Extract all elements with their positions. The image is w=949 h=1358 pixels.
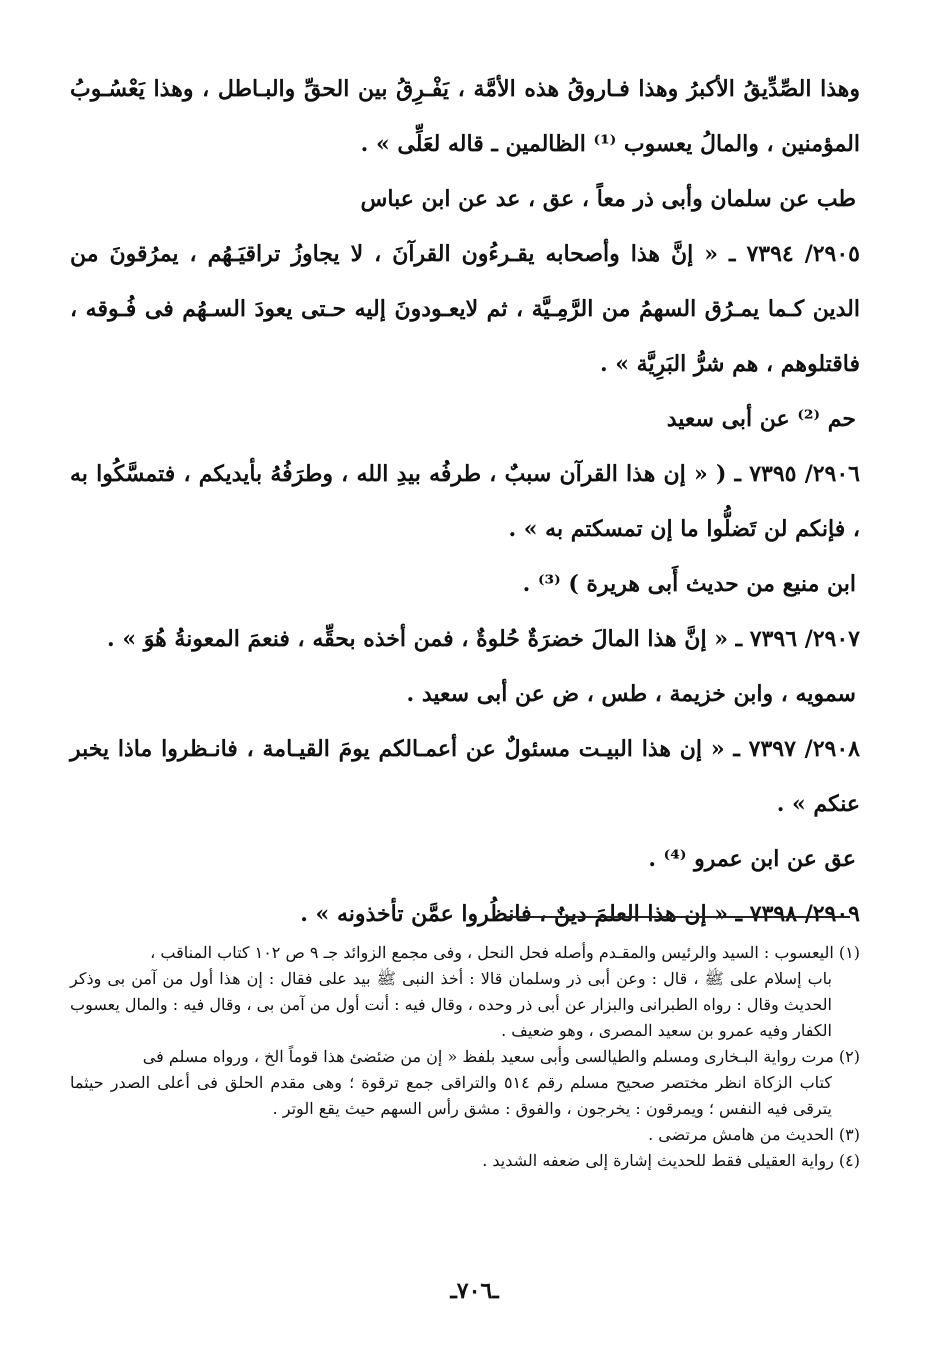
hadith-continuation: وهذا الصِّدِّيقُ الأكبرُ وهذا فـاروقُ هذه الأمَّة ، يَفْـرِقُ بين الحقِّ والبـاطل ، وهذا يَعْسُـوبُ المؤمنين ، والمالُ يعسوب ⁽¹⁾ الظالمين ـ قاله لعَلِّى » . [70,76,860,157]
source-line: ابن منيع من حديث أَبى هريرة ) ⁽³⁾ . [522,571,856,597]
hadith-2909: ٢٩٠٩/ ٧٣٩٨ ـ « إن هذا العلمَ دينٌ ، فانظُروا عمَّن تأخذونه » . [300,901,860,927]
source-line: حم ⁽²⁾ عن أبى سعيد [666,406,856,432]
hadith-2906: ٢٩٠٦/ ٧٣٩٥ ـ ( « إن هذا القرآن سببٌ ، طرفُه بيدِ الله ، وطرَفُهُ بأيديكم ، فتمسَّكُوا به ، فإنكم لن تَضلُّوا ما إن تمسكتم به » . [70,461,860,542]
footnote-1-continuation: باب إسلام على ﷺ ، قال : وعن أبى ذر وسلمان قالا : أخذ النبى ﷺ بيد على فقال : إن هذا أول من آمن بى وذكر الحديث وقال : رواه الطبرانى والبزار عن أبى ذر وحده ، وقال فيه : أنت أول من آمن بى ، وقال فيه : والمال يعسوب الكفار وفيه عمرو بن سعيد المصرى ، وهو ضعيف . [70,969,832,1040]
source-line: سمويه ، وابن خزيمة ، طس ، ض عن أبى سعيد . [406,681,856,707]
footnote-3: (٣) الحديث من هامش مرتضى . [648,1125,860,1144]
footnote-divider [505,916,850,918]
footnote-2: (٢) مرت رواية البـخارى ومسلم والطيالسى وأبى سعيد بلفظ « إن من ضئضئ هذا قوماً الخ ، ورواه مسلم فى [142,1047,860,1066]
hadith-2908: ٢٩٠٨/ ٧٣٩٧ ـ « إن هذا البيـت مسئولٌ عن أعمـالكم يومَ القيـامة ، فانـظروا ماذا يخبر عنكم » . [70,736,860,817]
footnote-4: (٤) رواية العقيلى فقط للحديث إشارة إلى ضعفه الشديد . [482,1151,860,1170]
page-number: ـ٧٠٦ـ [450,1278,499,1304]
footnote-1: (١) اليعسوب : السيد والرئيس والمقـدم وأصله فحل النحل ، وفى مجمع الزوائد جـ ٩ ص ١٠٢ كتاب المناقب ، [150,943,860,962]
source-line: طب عن سلمان وأبى ذر معاً ، عق ، عد عن ابن عباس [360,186,856,212]
source-line: عق عن ابن عمرو ⁽⁴⁾ . [648,846,856,872]
hadith-2905: ٢٩٠٥/ ٧٣٩٤ ـ « إنَّ هذا وأصحابه يقـرءُون القرآنَ ، لا يجاوزُ تراقيَـهُم ، يمرُقونَ من الدين كـما يمـرُق السهمُ من الرَّمِـيَّة ، ثم لايعـودونَ إليه حـتى يعودَ السـهُم فى فُـوقه ، فاقتلوهم ، هم شرُّ البَرِيَّة » . [70,241,860,377]
footnotes [70,940,860,1174]
main-text [70,62,860,942]
footnote-2-continuation: كتاب الزكاة انظر مختصر صحيح مسلم رقم ٥١٤ والتراقى جمع ترقوة ؛ وهى مقدم الحلق فى أعلى الصدر حيثما يترقى فيه النفس ؛ ويمرقون : يخرجون ، والفوق : مشق رأس السهم حيث يقع الوتر . [70,1073,832,1118]
hadith-2907: ٢٩٠٧/ ٧٣٩٦ ـ « إنَّ هذا المالَ خضرَةٌ حُلوةٌ ، فمن أخذه بحقِّه ، فنعمَ المعونةُ هُوَ » . [107,626,860,652]
